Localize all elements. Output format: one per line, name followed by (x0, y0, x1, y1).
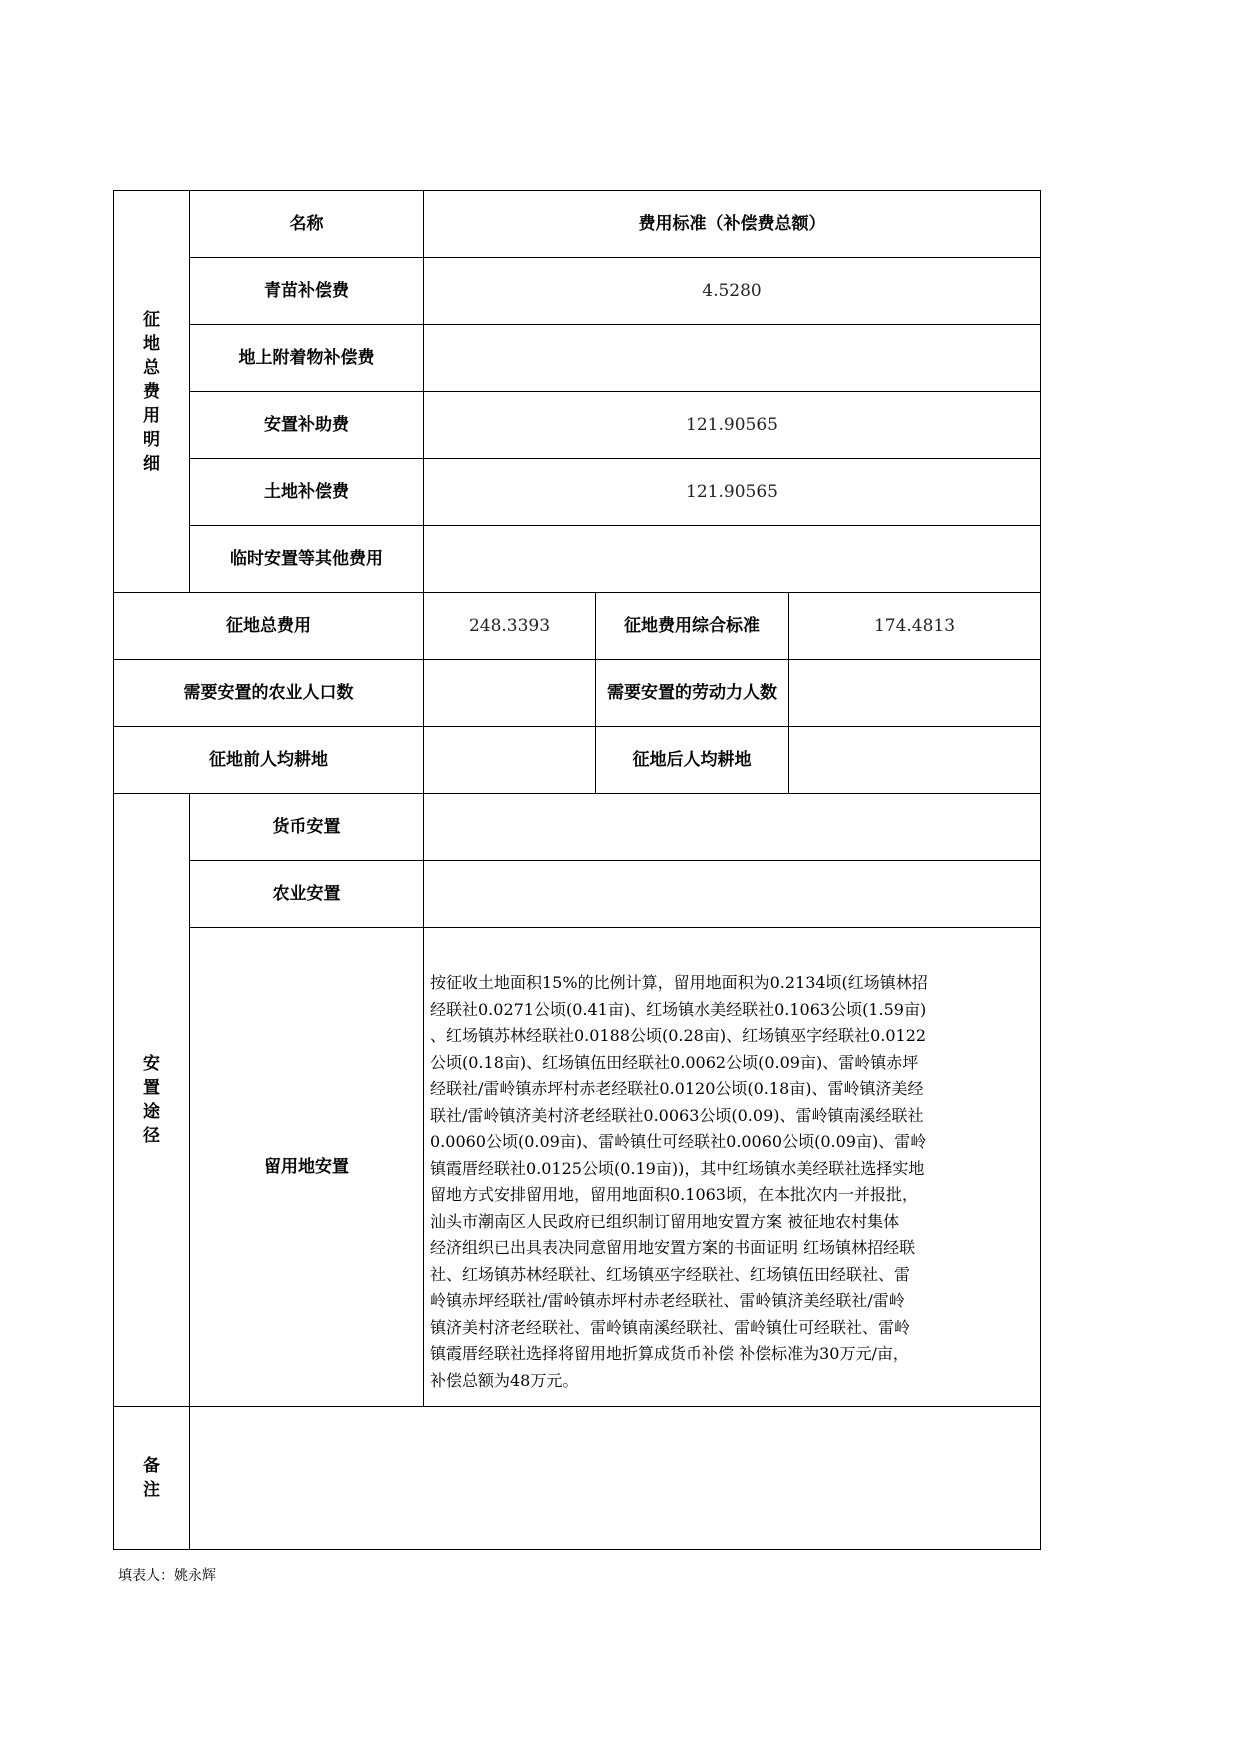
total-fee-label: 征地总费用 (114, 593, 424, 660)
remarks-char: 注 (143, 1480, 160, 1500)
header-name: 名称 (190, 191, 424, 258)
farmland-after-label: 征地后人均耕地 (596, 727, 789, 794)
land-expropriation-table (113, 190, 1041, 1550)
reserved-land-line: 岭镇赤坪经联社/雷岭镇赤坪村赤老经联社、雷岭镇济美经联社/雷岭 (430, 1291, 905, 1310)
header-fee-standard: 费用标准（补偿费总额） (424, 191, 1041, 258)
expropriation-section-char: 用 (143, 405, 160, 426)
reserved-land-line: 、红场镇苏林经联社0.0188公顷(0.28亩)、红场镇巫字经联社0.0122 (430, 1026, 927, 1045)
fee-value-attachments (424, 325, 1041, 392)
fee-name-seedling: 青苗补偿费 (190, 258, 424, 325)
fee-name-resettlement-subsidy: 安置补助费 (190, 392, 424, 459)
farmland-before-label: 征地前人均耕地 (114, 727, 424, 794)
comprehensive-standard-label: 征地费用综合标准 (596, 593, 789, 660)
remarks-label (114, 1407, 190, 1550)
reserved-land-line: 按征收土地面积15%的比例计算，留用地面积为0.2134顷(红场镇林招 (430, 973, 928, 992)
form-filler: 填表人：姚永辉 (118, 1568, 216, 1584)
resettlement-section-char: 置 (143, 1078, 160, 1098)
expropriation-section-char: 地 (143, 333, 160, 354)
monetary-resettlement-value (424, 794, 1041, 861)
reserved-land-line: 留地方式安排留用地，留用地面积0.1063顷，在本批次内一并报批， (430, 1185, 918, 1204)
remarks-value (190, 1407, 1041, 1550)
monetary-resettlement-label: 货币安置 (190, 794, 424, 861)
reserved-land-line: 补偿总额为48万元。 (430, 1370, 579, 1390)
agri-population-value (424, 660, 596, 727)
comprehensive-standard-value: 174.4813 (789, 593, 1041, 660)
reserved-land-label: 留用地安置 (190, 928, 424, 1407)
labor-force-value (789, 660, 1041, 727)
reserved-land-line: 镇霞厝经联社选择将留用地折算成货币补偿 补偿标准为30万元/亩， (430, 1344, 909, 1363)
expropriation-section-char: 细 (143, 453, 160, 474)
reserved-land-line: 联社/雷岭镇济美村济老经联社0.0063公顷(0.09)、雷岭镇南溪经联社 (430, 1105, 924, 1125)
agricultural-resettlement-value (424, 861, 1041, 928)
agri-population-label: 需要安置的农业人口数 (114, 660, 424, 727)
resettlement-section-char: 径 (143, 1126, 160, 1146)
resettlement-section-label (114, 794, 190, 1407)
reserved-land-line: 镇霞厝经联社0.0125公顷(0.19亩))，其中红场镇水美经联社选择实地 (430, 1158, 925, 1178)
reserved-land-line: 经联社/雷岭镇赤坪村赤老经联社0.0120公顷(0.18亩)、雷岭镇济美经 (430, 1079, 924, 1098)
fee-name-land-compensation: 土地补偿费 (190, 459, 424, 526)
fee-value-resettlement-subsidy: 121.90565 (424, 392, 1041, 459)
resettlement-section-char: 途 (143, 1102, 160, 1122)
reserved-land-line: 0.0060公顷(0.09亩)、雷岭镇仕可经联社0.0060公顷(0.09亩)、雷岭 (430, 1132, 927, 1151)
expropriation-section-label (114, 191, 190, 593)
total-fee-value: 248.3393 (424, 593, 596, 660)
reserved-land-line: 社、红场镇苏林经联社、红场镇巫字经联社、红场镇伍田经联社、雷 (430, 1264, 911, 1284)
reserved-land-line: 经联社0.0271公顷(0.41亩)、红场镇水美经联社0.1063公顷(1.59亩) (430, 999, 927, 1019)
labor-force-label: 需要安置的劳动力人数 (596, 660, 789, 727)
reserved-land-line: 公顷(0.18亩)、红场镇伍田经联社0.0062公顷(0.09亩)、雷岭镇赤坪 (430, 1052, 919, 1072)
fee-value-seedling: 4.5280 (424, 258, 1041, 325)
fee-value-temporary (424, 526, 1041, 593)
reserved-land-description (424, 928, 1041, 1407)
resettlement-section-char: 安 (143, 1054, 160, 1074)
reserved-land-line: 镇济美村济老经联社、雷岭镇南溪经联社、雷岭镇仕可经联社、雷岭 (430, 1317, 911, 1337)
agricultural-resettlement-label: 农业安置 (190, 861, 424, 928)
expropriation-section-char: 征 (143, 309, 160, 330)
remarks-char: 备 (143, 1456, 160, 1476)
expropriation-section-char: 费 (143, 381, 160, 402)
farmland-before-value (424, 727, 596, 794)
fee-name-temporary: 临时安置等其他费用 (190, 526, 424, 593)
fee-name-attachments: 地上附着物补偿费 (190, 325, 424, 392)
reserved-land-line: 经济组织已出具表决同意留用地安置方案的书面证明 红场镇林招经联 (430, 1238, 916, 1257)
farmland-after-value (789, 727, 1041, 794)
fee-value-land-compensation: 121.90565 (424, 459, 1041, 526)
reserved-land-line: 汕头市潮南区人民政府已组织制订留用地安置方案 被征地农村集体 (430, 1211, 900, 1231)
expropriation-section-char: 明 (143, 429, 160, 450)
expropriation-section-char: 总 (143, 357, 160, 378)
